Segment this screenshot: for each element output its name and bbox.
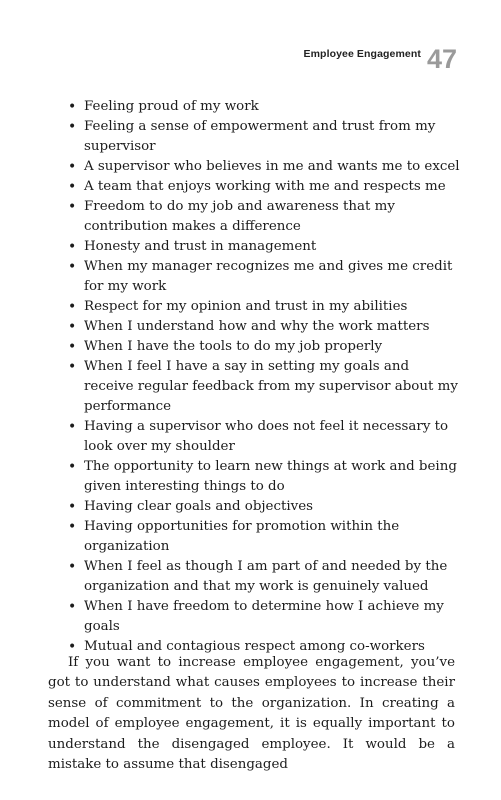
list-item: • A supervisor who believes in me and wants me to excel	[66, 157, 460, 177]
bullet-list	[66, 97, 460, 657]
running-head: Employee Engagement	[303, 48, 421, 60]
list-item: • Mutual and contagious respect among co-workers	[66, 637, 460, 657]
list-item: • When I feel as though I am part of and needed by the organization and that my work is genuinely valued	[66, 557, 460, 597]
list-item: • Having a supervisor who does not feel it necessary to look over my shoulder	[66, 417, 460, 457]
list-item: • When my manager recognizes me and gives me credit for my work	[66, 257, 460, 297]
list-item: • Feeling a sense of empowerment and trust from my supervisor	[66, 117, 460, 157]
list-item: • Having opportunities for promotion within the organization	[66, 517, 460, 557]
list-item: • Feeling proud of my work	[66, 97, 460, 117]
list-item: • Respect for my opinion and trust in my abilities	[66, 297, 460, 317]
list-item: • The opportunity to learn new things at work and being given interesting things to do	[66, 457, 460, 497]
list-item: • When I understand how and why the work matters	[66, 317, 460, 337]
page-number: 47	[426, 43, 457, 74]
list-item: • Having clear goals and objectives	[66, 497, 460, 517]
list-item: • Honesty and trust in management	[66, 237, 460, 257]
body-paragraph: If you want to increase employee engagement, you’ve got to understand what causes employees to increase their sense of commitment to the organization. In creating a model of employee engagement, it is equally important to understand the disengaged employee. It would be a mistake to assume that disengaged	[48, 655, 455, 773]
list-item: • Freedom to do my job and awareness that my contribution makes a difference	[66, 197, 460, 237]
page-header	[304, 44, 457, 74]
list-item: • When I feel I have a say in setting my goals and receive regular feedback from my supervisor about my performance	[66, 357, 460, 417]
list-item: • When I have the tools to do my job properly	[66, 337, 460, 357]
list-item: • A team that enjoys working with me and respects me	[66, 177, 460, 197]
list-item: • When I have freedom to determine how I achieve my goals	[66, 597, 460, 637]
